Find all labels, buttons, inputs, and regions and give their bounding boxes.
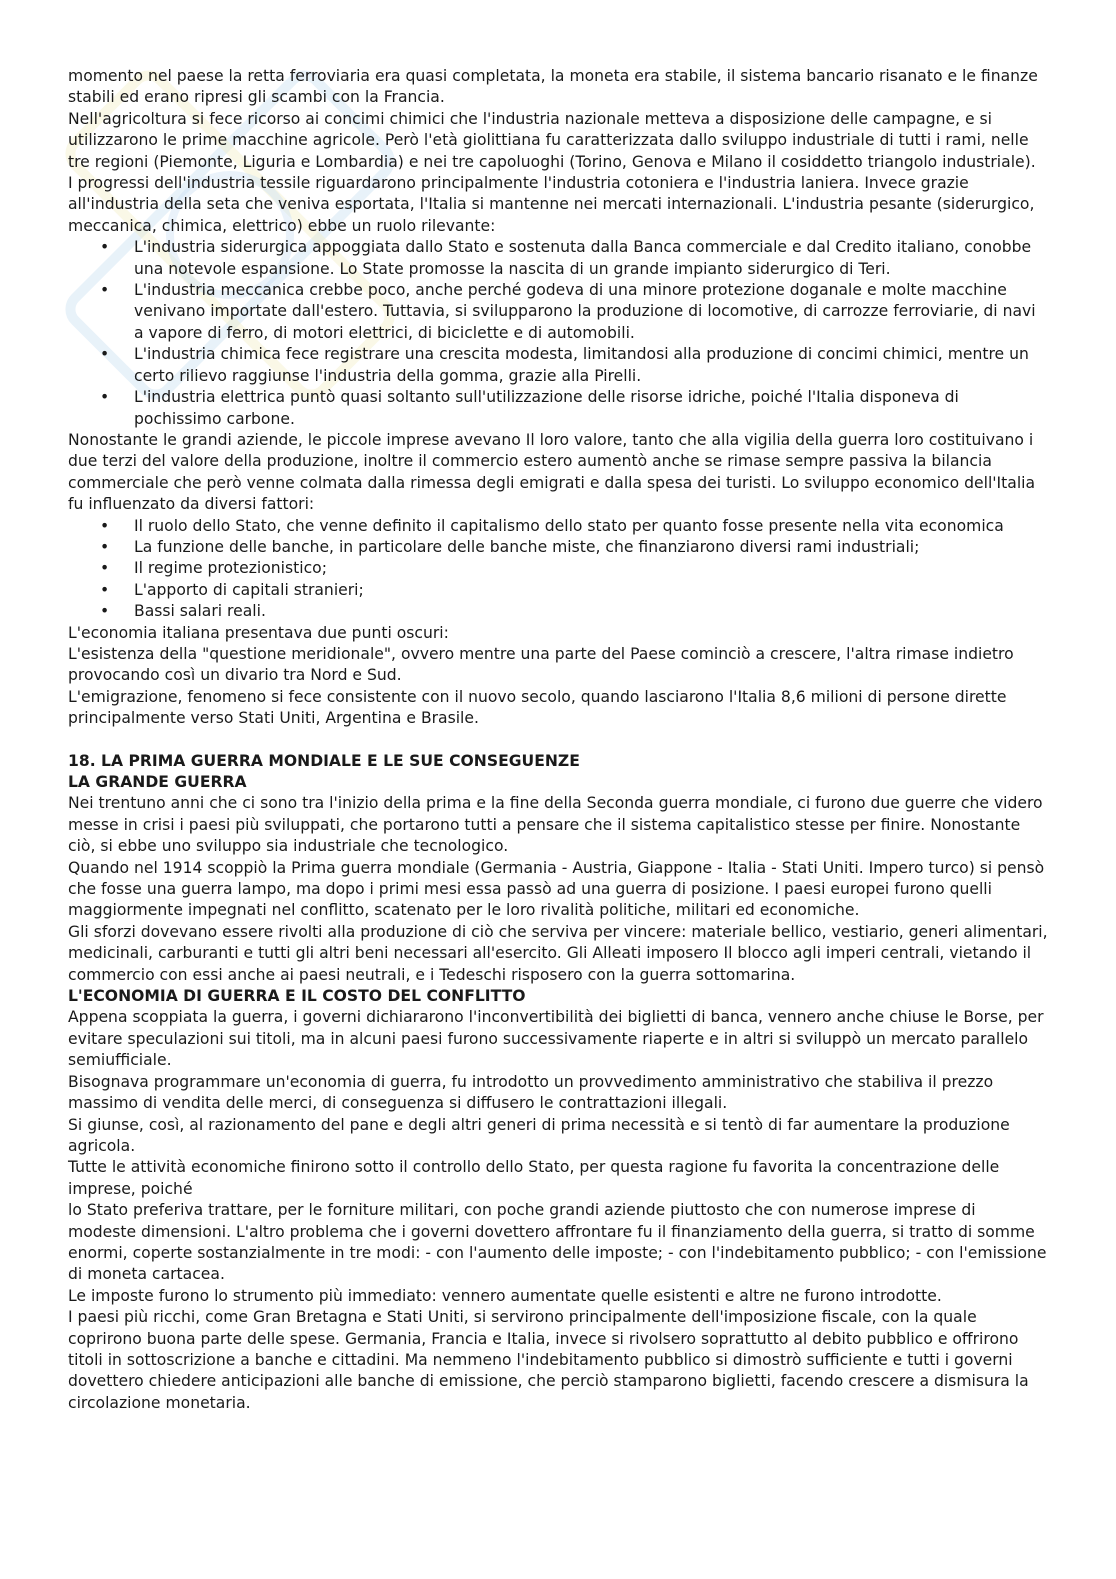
list-item: • L'industria meccanica crebbe poco, anche perché godeva di una minore protezione doganale e molte macchine venivano importate dall'estero. Tuttavia, si svilupparono la produzione di locomotive, di carrozze ferroviarie, di navi a vapore di ferro, di motori elettrici, di biciclette e di automobili. (134, 280, 1048, 344)
spacer (68, 730, 1048, 751)
paragraph: Nell'agricoltura si fece ricorso ai concimi chimici che l'industria nazionale metteva a disposizione delle campagne, e si utilizzarono le prime macchine agricole. Però l'età giolittiana fu caratterizzata dallo sviluppo industriale di tutti i rami, nelle tre regioni (Piemonte, Liguria e Lombardia) e nei tre capoluoghi (Torino, Genova e Milano il cosiddetto triangolo industriale). (68, 109, 1036, 171)
paragraph: I paesi più ricchi, come Gran Bretagna e Stati Uniti, si servirono principalmente dell'imposizione fiscale, con la quale coprirono buona parte delle spese. Germania, Francia e Italia, invece si rivolsero soprattutto al debito pubblico e offrirono titoli in sottoscrizione a banche e cittadini. Ma nemmeno l'indebitamento pubblico si dimostrò sufficiente e tutti i governi dovettero chiedere anticipazioni alle banche di emissione, che perciò stamparono biglietti, facendo crescere a dismisura la circolazione monetaria. (68, 1308, 1029, 1412)
list-item: • L'industria siderurgica appoggiata dallo Stato e sostenuta dalla Banca commerciale e dal Credito italiano, conobbe una notevole espansione. Lo State promosse la nascita di un grande impianto siderurgico di Teri. (134, 237, 1048, 280)
paragraph: L'esistenza della "questione meridionale", ovvero mentre una parte del Paese cominciò a crescere, l'altra rimase indietro provocando così un divario tra Nord e Sud. (68, 644, 1014, 685)
paragraph: Appena scoppiata la guerra, i governi dichiararono l'inconvertibilità dei biglietti di banca, vennero anche chiuse le Borse, per evitare speculazioni sui titoli, ma in alcuni paesi furono successivamente riaperte e in altri si sviluppò un mercato parallelo semiufficiale. (68, 1008, 1044, 1070)
industry-list (68, 237, 1048, 430)
paragraph: L'economia italiana presentava due punti oscuri: (68, 623, 449, 642)
list-item: • Il ruolo dello Stato, che venne definito il capitalismo dello stato per quanto fosse presente nella vita economica (134, 516, 1048, 537)
paragraph: Tutte le attività economiche finirono sotto il controllo dello Stato, per questa ragione fu favorita la concentrazione delle imprese, poiché (68, 1158, 1000, 1198)
document-page (68, 66, 1048, 1414)
list-item: • Il regime protezionistico; (134, 558, 1048, 579)
paragraph: I progressi dell'industria tessile riguardarono principalmente l'industria cotoniera e l'industria laniera. Invece grazie all'industria della seta che veniva esportata, l'Italia si mantenne nei mercati internazionali. L'industria pesante (siderurgico, meccanica, chimica, elettrico) ebbe un ruolo rilevante: (68, 174, 1035, 235)
list-item: • La funzione delle banche, in particolare delle banche miste, che finanziarono diversi rami industriali; (134, 537, 1048, 558)
section-subtitle: LA GRANDE GUERRA (68, 773, 247, 791)
section-subtitle: L'ECONOMIA DI GUERRA E IL COSTO DEL CONFLITTO (68, 987, 526, 1006)
list-item: • L'apporto di capitali stranieri; (134, 580, 1048, 601)
paragraph: L'emigrazione, fenomeno si fece consistente con il nuovo secolo, quando lasciarono l'Italia 8,6 milioni di persone dirette principalmente verso Stati Uniti, Argentina e Brasile. (68, 687, 1007, 728)
paragraph: Nei trentuno anni che ci sono tra l'inizio della prima e la fine della Seconda guerra mondiale, ci furono due guerre che videro messe in crisi i paesi più sviluppati, che portarono tutti a pensare che il sistema capitalistico stesse per finire. Nonostante ciò, si ebbe uno sviluppo sia industriale che tecnologico. (68, 794, 1043, 856)
list-item: • L'industria chimica fece registrare una crescita modesta, limitandosi alla produzione di concimi chimici, mentre un certo rilievo raggiunse l'industria della gomma, grazie alla Pirelli. (134, 344, 1048, 387)
list-item: • Bassi salari reali. (134, 601, 1048, 622)
paragraph: Nonostante le grandi aziende, le piccole imprese avevano Il loro valore, tanto che alla vigilia della guerra loro costituivano i due terzi del valore della produzione, inoltre il commercio estero aumentò anche se rimase sempre passiva la bilancia commerciale che però venne colmata dalla rimessa degli emigrati e dalla spesa dei turisti. Lo sviluppo economico dell'Italia fu influenzato da diversi fattori: (68, 430, 1036, 514)
paragraph: lo Stato preferiva trattare, per le forniture militari, con poche grandi aziende piuttosto che con numerose imprese di modeste dimensioni. L'altro problema che i governi dovettero affrontare fu il finanziamento della guerra, si tratto di somme enormi, coperte sostanzialmente in tre modi: - con l'aumento delle imposte; - con l'indebitamento pubblico; - con l'emissione di moneta cartacea. (68, 1201, 1047, 1284)
paragraph: Gli sforzi dovevano essere rivolti alla produzione di ciò che serviva per vincere: materiale bellico, vestiario, generi alimentari, medicinali, carburanti e tutti gli altri beni necessari all'esercito. Gli Alleati imposero Il blocco agli imperi centrali, vietando il commercio con essi anche ai paesi neutrali, e i Tedeschi risposero con la guerra sottomarina. (68, 922, 1048, 984)
paragraph: momento nel paese la retta ferroviaria era quasi completata, la moneta era stabile, il sistema bancario risanato e le finanze stabili ed erano ripresi gli scambi con la Francia. (68, 67, 1038, 107)
section-title: 18. LA PRIMA GUERRA MONDIALE E LE SUE CONSEGUENZE (68, 751, 580, 770)
paragraph: Bisognava programmare un'economia di guerra, fu introdotto un provvedimento amministrativo che stabiliva il prezzo massimo di vendita delle merci, di conseguenza si diffusero le contrattazioni illegali. (68, 1072, 994, 1113)
factors-list (68, 516, 1048, 623)
paragraph: Si giunse, così, al razionamento del pane e degli altri generi di prima necessità e si tentò di far aumentare la produzione agricola. (68, 1115, 1010, 1155)
paragraph: Le imposte furono lo strumento più immediato: vennero aumentate quelle esistenti e altre ne furono introdotte. (68, 1286, 942, 1305)
list-item: • L'industria elettrica puntò quasi soltanto sull'utilizzazione delle risorse idriche, poiché l'Italia disponeva di pochissimo carbone. (134, 387, 1048, 430)
paragraph: Quando nel 1914 scoppiò la Prima guerra mondiale (Germania - Austria, Giappone - Italia - Stati Uniti. Impero turco) si pensò che fosse una guerra lampo, ma dopo i primi mesi essa passò ad una guerra di posizione. I paesi europei furono quelli maggiormente impegnati nel conflitto, scatenato per le loro rivalità politiche, militari ed economiche. (68, 858, 1045, 920)
